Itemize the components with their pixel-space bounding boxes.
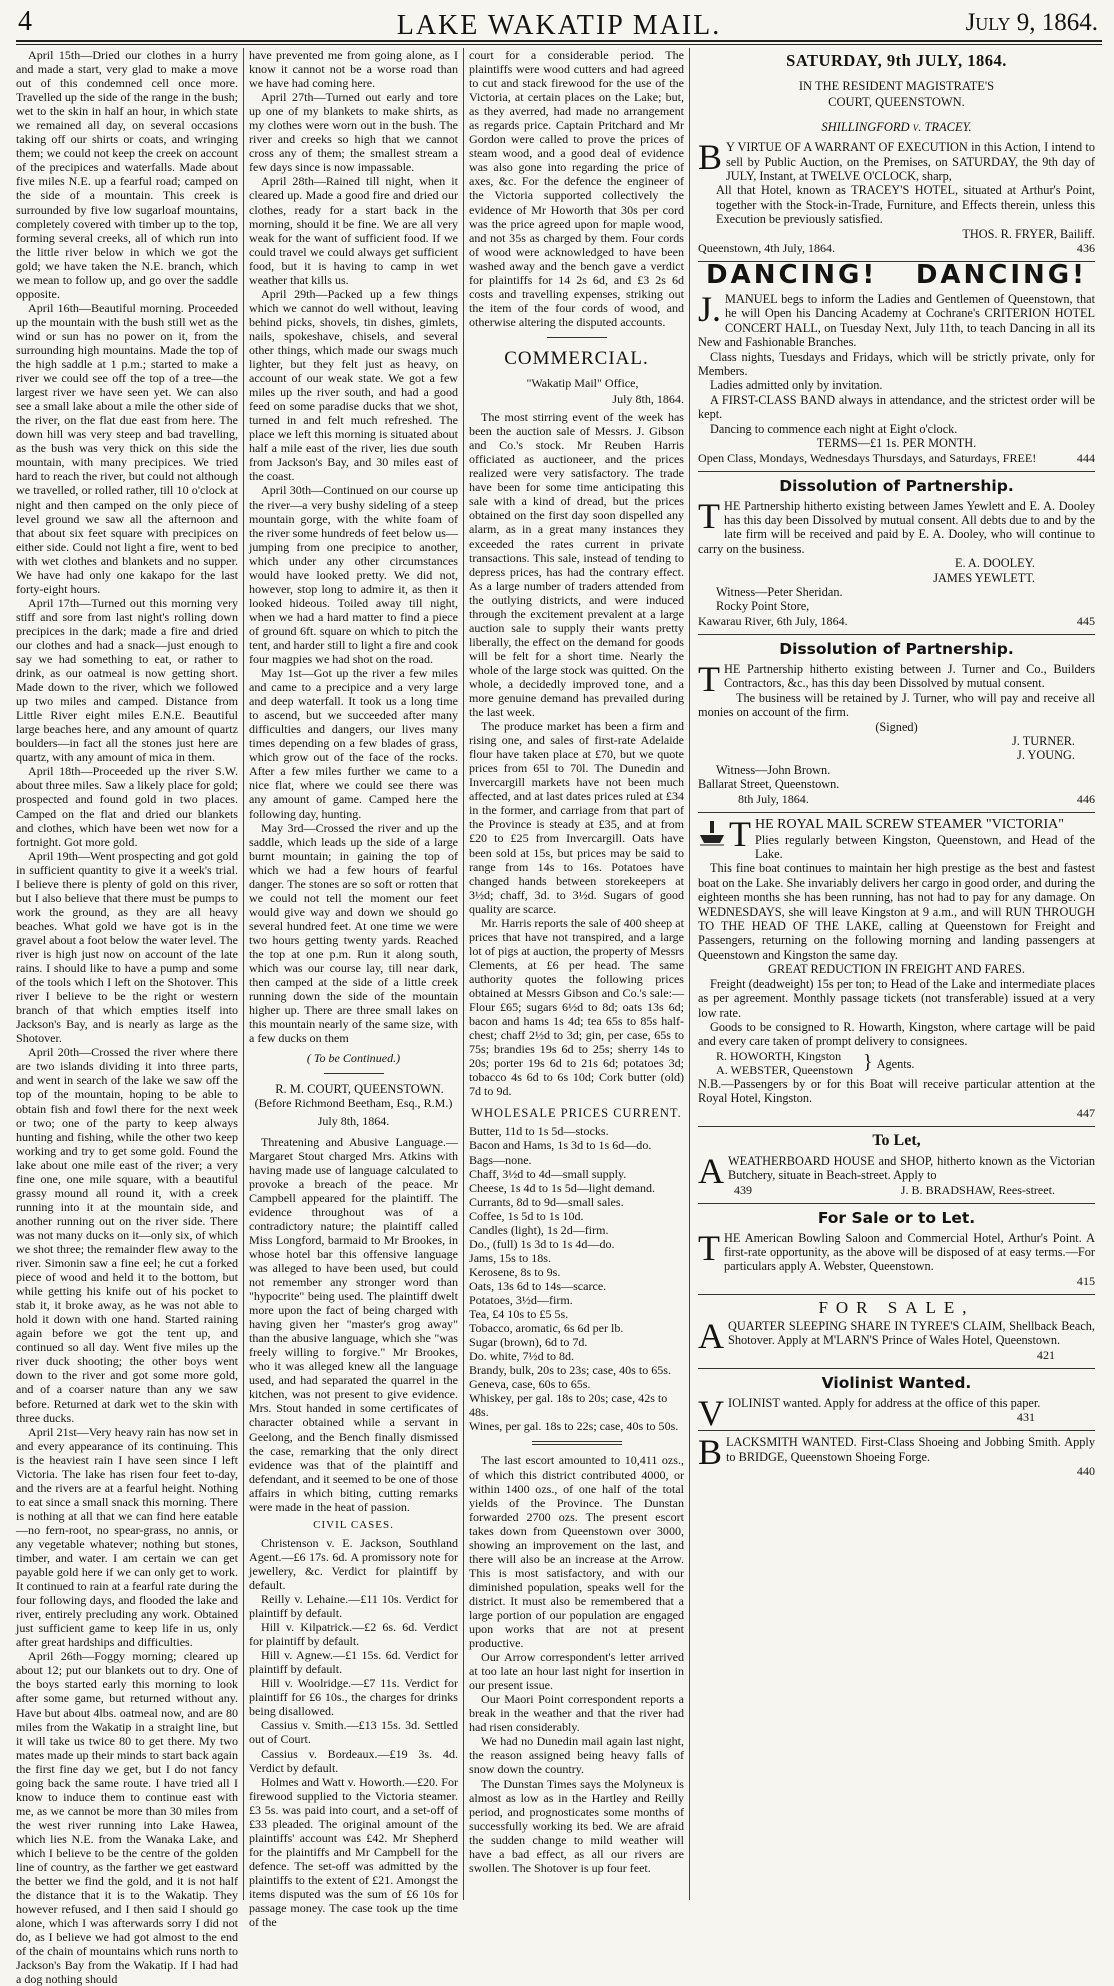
price-item: Do., (full) 1s 3d to 1s 4d—do. <box>469 1236 615 1251</box>
place-date: Queenstown, 4th July, 1864. <box>698 240 836 255</box>
diary-paragraph: have prevented me from going alone, as I know it cannot not be a worse road than we have had coming here. <box>249 48 458 91</box>
signatory: JAMES YEWLETT. <box>933 570 1035 585</box>
ad-number: 421 <box>1036 1347 1055 1362</box>
section-rule <box>324 1073 384 1074</box>
price-item: Brandy, bulk, 20s to 23s; case, 40s to 65s. <box>469 1363 671 1378</box>
advert-line: Class nights, Tuesdays and Fridays, which will be strictly private, only for Members. <box>698 349 1095 379</box>
ad-number: 440 <box>1076 1464 1095 1479</box>
court-report-continued: court for a considerable period. The plaintiffs were wood cutters and had agreed to cut and stack firewood for the use of the Victoria, at certain places on the Lake; but, as they averred, had made no arrangement as regards price. Captain Pritchard and Mr Gordon were called to prove the prices of steam wood, and a good deal of evidence was also gone into regarding the price of axes, &c. For the defence the engineer of the Victoria supported collectively the evidence of Mr Howorth that 30s per cord was the price agreed upon for maple wood, and not 35s as charged by them. Four cords of wood were acknowledged to have been washed away and the bench gave a verdict for plaintiffs for 14 2s 6d, and £3 2s 6d costs and travelling expenses, striking out the item of the four cords of wood, and otherwise altering the disputed accounts. <box>469 48 684 329</box>
price-item: Currants, 8d to 9d—small sales. <box>469 1194 624 1209</box>
price-item: Bags—none. <box>469 1152 532 1167</box>
advert-line: Plies regularly between Kingston, Queenstown, and Head of the Lake. <box>755 832 1095 862</box>
issue-date: July 9, 1864. <box>965 9 1098 36</box>
court-name-2: COURT, QUEENSTOWN. <box>828 95 965 110</box>
price-item: Kerosene, 8s to 9s. <box>469 1264 561 1279</box>
price-item: Wines, per gal. 18s to 22s; case, 40s to 50s. <box>469 1419 679 1434</box>
advert-line: Ladies admitted only by invitation. <box>710 378 883 393</box>
civil-case: Hill v. Agnew.—£1 15s. 6d. Verdict for plaintiff by default. <box>249 1648 458 1677</box>
date-heading: SATURDAY, 9th JULY, 1864. <box>786 51 1007 70</box>
diary-paragraph: April 15th—Dried our clothes in a hurry and made a start, very glad to make a move out of this condemned cell once more. Travelled up the side of the range in the bush; wet to the skin in half an hour, in which state we remained all day, on several occasions taking off our shirts or coats, and wringing them; we could not keep the creek on account of the precipices and waterfalls. Made about five miles N.E. up a fearful road; camped on the side of a mountain. This creek is surrounded by five low sugarloaf mountains, completely covered with timber up to the top, forming several creeks, all of which run into the little river below in which we got the gold; we have taken the N.E. branch, which we mean to follow up, and go over the saddle opposite. <box>16 48 238 301</box>
advert-body: This fine boat continues to maintain her high prestige as the best and fastest boat on the Lake. She invariably delivers her cargo in good order, and during the eighteen months she has been running, has not had to pay for any damage. On WEDNESDAYS, she will leave Kingston at 9 a.m., and will RUN THROUGH TO THE HEAD OF THE LAKE, calling at Queenstown for Freight and Passengers, returning on the following morning and landing passengers at Queenstown and Kingston the same day. <box>698 861 1095 962</box>
commercial-paragraph: The produce market has been a firm and rising one, and sales of first-rate Adelaide flour have taken place at £70, but we quote prices from 65l to 70l. The Dunedin and Invercargill markets have not been much affected, and at last dates prices ruled at £34 in the former, and carriage from that part of the Province is steady at £35, and at from £20 to £25 from Invercargill. Oats have been sold at 15s, but prices may be said to range from 14s to 16s. Potatoes have changed hands between storekeepers at 3½d; chaff, 3d. to 3½d. Sugars of good quality are scarce. <box>469 719 684 916</box>
court-name-1: IN THE RESIDENT MAGISTRATE'S <box>798 79 995 94</box>
civil-case: Cassius v. Bordeaux.—£19 3s. 4d. Verdict by default. <box>249 1746 458 1775</box>
drop-cap: A <box>698 1150 724 1191</box>
signatory: J. YOUNG. <box>1017 748 1075 763</box>
price-list <box>469 1124 684 1433</box>
price-item: Whiskey, per gal. 18s to 20s; case, 42s to 48s. <box>469 1391 668 1420</box>
dancing-advert <box>698 259 1095 472</box>
ad-number: 436 <box>1076 240 1095 255</box>
advert-heading: HE ROYAL MAIL SCREW STEAMER "VICTORIA" <box>755 816 1064 832</box>
advert-heading: Dissolution of Partnership. <box>779 639 1014 658</box>
advert-line: Goods to be consigned to R. Howarth, Kingston, where cartage will be paid and every care taken of prompt delivery to consignees. <box>698 1019 1095 1049</box>
advert-body: IOLINIST wanted. Apply for address at the office of this paper. <box>728 1395 1041 1410</box>
diary-paragraph: April 27th—Turned out early and tore up one of my blankets to make shirts, as my clothes were worn out in the bush. The river and creeks so high that we cannot cross any of them; the smallest stream a few days since is now impassable. <box>249 90 458 175</box>
advert-body: QUARTER SLEEPING SHARE IN TYREE'S CLAIM, Shellback Beach, Shotover. Apply at M'LARN'S Prince of Wales Hotel, Queenstown. <box>728 1318 1095 1348</box>
diary-paragraph: April 19th—Went prospecting and got gold in sufficient quantity to give it a week's trial. I believe there is plenty of gold on this river, but I also believe that there must be pumps to work the ground, as they are all heavy beaches. What gold we have got is in the gravel about a foot below the water level. The river is high just now on account of the late rains. I should like to have a pump and some of the tools which I left on the Shotover. This river I believe to be the right or western branch of that which empties itself into Jackson's Bay, and is nearly as large as the Shotover. <box>16 848 238 1046</box>
advert-line: The business will be retained by J. Turner, who will pay and receive all monies on account of the firm. <box>698 690 1095 720</box>
diary-paragraph: April 30th—Continued on our course up the river—a very bushy sideling of a steep mountain gorge, with the white foam of the river some hundreds of feet below us—jumping from one precipice to another, which under any other circumstances would have looked pretty. We did not, however, stop long to admire it, as then it looked hideous. Toiled away till night, when we had a hard matter to find a piece of ground 6ft. square on which to pitch the tent, and harder still to light a fire and cook four magpies we had shot on the road. <box>249 483 458 667</box>
civil-cases-heading: CIVIL CASES. <box>313 1518 394 1531</box>
advert-body: HE Partnership hitherto existing between James Yewlett and E. A. Dooley has this day been Dissolved by mutual consent. All debts due to and by the late firm will be received and paid by E. A. Dooley, who will continue to carry on the business. <box>698 498 1095 556</box>
price-item: Cheese, 1s 4d to 1s 5d—light demand. <box>469 1180 656 1195</box>
drop-cap: T <box>698 658 720 699</box>
advert-body: HE American Bowling Saloon and Commercial Hotel, Arthur's Point. A first-rate opportunity, as the above will be disposed of at easy terms.—For particulars apply A. Webster, Queenstown. <box>724 1230 1095 1274</box>
advert-heading: Violinist Wanted. <box>821 1373 972 1392</box>
price-item: Tea, £4 10s to £5 5s. <box>469 1307 569 1322</box>
drop-cap: B <box>698 1432 723 1473</box>
blacksmith-advert <box>698 1431 1095 1484</box>
advert-line: A FIRST-CLASS BAND always in attendance, and the strictest order will be kept. <box>698 392 1095 422</box>
ad-number: 431 <box>1016 1410 1035 1425</box>
office-date: July 8th, 1864. <box>612 392 684 407</box>
to-be-continued: ( To be Continued.) <box>306 1051 401 1066</box>
commercial-paragraph: Mr. Harris reports the sale of 400 sheep at prices that have not transpired, and a large lot of pigs at auction, the property of Messrs Clements, at £6 per head. The same authority quotes the following prices obtained at Messrs Gibson and Co.'s sale:—Flour £65; sugars 6½d to 8d; oats 13s 6d; bacon and hams 1s 4d; tea 65s to 85s half-chest; chaff 2½d to 3d; gin, per case, 65s to 75s; brandies 19s 6d to 25s; sherry 14s to 20s; porter 19s 6d to 21s 6d; potatoes 3d; tobacco 4s 6d to 6s 10d; Cork butter (old) 7d to 9d. <box>469 915 684 1099</box>
diary-paragraph: April 17th—Turned out this morning very stiff and sore from last night's rolling down precipices in the dark; made a fire and dried our clothes and had a snack—just enough to say we had something to eat, or rather to drink, as our oatmeal is now getting short. Made down to the river, which we followed up two miles and camped. Distance from Little River eight miles E.N.E. Beautiful large beaches here, and any amount of quartz boulders—in fact all the stones just here are quartz, with any amount of mica in them. <box>16 595 238 765</box>
diary-paragraph: April 16th—Beautiful morning. Proceeded up the mountain with the bush still wet as the wind or sun has no power on it, from the surrounding high mountains. Made the top of the high saddle at 1 p.m.; started to make a river we could see off the top of a tree—the largest river we have seen yet. We can also see a small lake about a mile the other side of the river, on the flat due east from here. The down hill was very steep and bad travelling, as the bush was very thick on this side the mountain, with many precipices. We tried hard to reach the river, but could not although we travelled, or rolled rather, till 10 o'clock at night and then camped on the only piece of level ground we saw all the afternoon and that about six feet square with precipices on either side. Could not light a fire, went to bed with wet clothes and blankets and no supper. We have had only one kakapo for the last forty-eight hours. <box>16 300 238 596</box>
witness: Witness—John Brown. <box>716 762 831 777</box>
price-item: Geneva, case, 60s to 65s. <box>469 1377 591 1392</box>
drop-cap: V <box>698 1392 724 1433</box>
advert-body: MANUEL begs to inform the Ladies and Gentlemen of Queenstown, that he will Open his Dancing Academy at Cochrane's CRITERION HOTEL CONCERT HALL, on Tuesday Next, July 11th, to teach Dancing in all its New and Fashionable Branches. <box>698 292 1095 350</box>
civil-case: Hill v. Woolridge.—£7 11s. Verdict for plaintiff for £6 10s., the charges for drinks being disallowed. <box>249 1676 458 1719</box>
agent: A. WEBSTER, Queenstown <box>716 1062 853 1077</box>
news-paragraph: The last escort amounted to 10,411 ozs., of which this district contributed 4000, or within 1400 ozs., of one half of the total yields of the Province. The Dunstan forwarded 2700 ozs. The present escort takes down from Queenstown over 3000, showing an improvement on the last, and there will also be an increase at the Arrow. This is most satisfactory, and with our diminished population, speaks well for the district. It must also be remembered that a large portion of our population are engaged upon works that are not at present productive. <box>469 1453 684 1651</box>
price-item: Do. white, 7½d to 8d. <box>469 1349 575 1364</box>
advert-heading: Dissolution of Partnership. <box>779 476 1014 495</box>
column-1 <box>16 48 243 1986</box>
signatory: E. A. DOOLEY. <box>954 556 1035 571</box>
price-item: Bacon and Hams, 1s 3d to 1s 6d—do. <box>469 1138 652 1153</box>
civil-case: Cassius v. Smith.—£13 15s. 3d. Settled out of Court. <box>249 1718 458 1747</box>
civil-case: Hill v. Kilpatrick.—£2 6s. 6d. Verdict for plaintiff by default. <box>249 1620 458 1649</box>
drop-cap: A <box>698 1315 724 1356</box>
signatory: J. TURNER. <box>1012 733 1075 748</box>
ad-number: 446 <box>1076 791 1095 806</box>
advert-body: HE Partnership hitherto existing between J. Turner and Co., Builders Contractors, &c., has this day been Dissolved by mutual consent. <box>724 661 1095 691</box>
advert-body: LACKSMITH WANTED. First-Class Shoeing and Jobbing Smith. Apply to BRIDGE, Queenstown Shoeing Forge. <box>726 1435 1095 1464</box>
dissolution-notice-1 <box>698 472 1095 635</box>
section-rule <box>532 1441 622 1445</box>
advert-line: N.B.—Passengers by or for this Boat will receive particular attention at the Royal Hotel, Kingston. <box>698 1076 1095 1106</box>
masthead <box>16 6 1102 42</box>
diary-paragraph: April 28th—Rained till night, when it cleared up. Made a good fire and dried our clothes, ready for a start back in the morning, should it be fine. We are all very weak for the want of sufficient food. If we could travel we could always get sufficient food, but it is having to camp in wet weather that kills us. <box>249 174 458 287</box>
masthead-rule <box>16 44 1102 45</box>
price-item: Potatoes, 3½d—firm. <box>469 1292 573 1307</box>
news-paragraph: Our Maori Point correspondent reports a break in the weather and that the river had had risen considerably. <box>469 1692 684 1735</box>
column-2 <box>243 48 463 1930</box>
terms: TERMS—£1 1s. PER MONTH. <box>816 436 977 451</box>
advert-heading: FOR SALE, <box>818 1297 975 1317</box>
dissolution-notice-2 <box>698 635 1095 813</box>
steamer-advert: THE ROYAL MAIL SCREW STEAMER "VICTORIA" Plies regularly between Kingston, Queenstown, and Head of the Lake. This fine boat continues to maintain her high prestige as the best and fastest boat on the Lake. She invariably delivers her cargo in good order, and during the eighteen months she has been running, has not had to pay for any damage. On WEDNESDAYS, she will leave Kingston at 9 a.m., and will RUN THROUGH TO THE HEAD OF THE LAKE, calling at Queenstown for Freight and Passengers, returning on the following morning and landing passengers at Queenstown and Kingston the same day. GREAT REDUCTION IN FREIGHT AND FARES. Freight (deadweight) 15s per ton; to Head of the Lake and intermediate places as per agreement. Monthly passage tickets (not transferable) issued at a very low rate. Goods to be consigned to R. Howarth, Kingston, where cartage will be paid and every care taken of prompt delivery to consignees. R. HOWORTH, Kingston A. WEBSTER, Queenstown } Agents. N.B.—Passengers by or for this Boat will receive particular attention at the Royal Hotel, Kingston. 447 <box>698 813 1095 1127</box>
bailiff-signature: THOS. R. FRYER, Bailiff. <box>962 226 1095 241</box>
price-item: Candles (light), 1s 2d—firm. <box>469 1222 609 1237</box>
price-item: Sugar (brown), 6d to 7d. <box>469 1335 588 1350</box>
dancing-heading: DANCING! <box>706 259 878 290</box>
column-3 <box>463 48 689 1900</box>
advert-line: Dancing to commence each night at Eight o'clock. <box>710 421 958 436</box>
case-title: SHILLINGFORD v. TRACEY. <box>821 120 972 135</box>
notice-detail: All that Hotel, known as TRACEY'S HOTEL, situated at Arthur's Point, together with the Stock-in-Trade, Furniture, and Effects therein, unless this Execution be previously satisfied. <box>716 183 1095 227</box>
price-item: Chaff, 3½d to 4d—small supply. <box>469 1166 627 1181</box>
signed-label: (Signed) <box>875 719 918 734</box>
ad-number: 447 <box>1076 1105 1095 1120</box>
agent: R. HOWORTH, Kingston <box>716 1048 842 1063</box>
wholesale-prices-heading: WHOLESALE PRICES CURRENT. <box>471 1106 682 1121</box>
diary-paragraph: April 29th—Packed up a few things which we cannot do well without, leaving behind picks, shovels, tin dishes, gimlets, nails, spokeshave, chisels, and several other things, which made our swags much lighter, but they felt just as heavy, on account of our weak state. We got a few miles up the river south, and had a good feed on some paradise ducks that we shot, turned in and felt much refreshed. The place we left this morning is situated about half a mile east of the river, lies due south from Jackson's Bay, and 30 miles east of the coast. <box>249 286 458 484</box>
violinist-advert <box>698 1369 1095 1432</box>
advert-heading: For Sale or to Let. <box>817 1208 976 1227</box>
advert-body: WEATHERBOARD HOUSE and SHOP, hitherto known as the Victorian Butchery, situate in Beach-street. Apply to <box>728 1153 1095 1183</box>
date: Kawarau River, 6th July, 1864. <box>698 613 848 628</box>
office-line: "Wakatip Mail" Office, <box>526 375 639 390</box>
drop-cap: T <box>729 813 751 854</box>
columns <box>16 48 1102 1986</box>
column-advertisements <box>689 48 1098 1900</box>
news-paragraph: We had no Dunedin mail again last night, the reason assigned being heavy falls of snow down the country. <box>469 1734 684 1777</box>
commercial-paragraph: The most stirring event of the week has been the auction sale of Messrs. J. Gibson and Co.'s stock. Mr Reuben Harris officiated as auctioneer, and the prices realized were very satisfactory. The trade have been for some time anticipating this sale with a kind of dread, but the prices obtained on the first day soon dispelled any alarm, as in a great many instances they exceeded the rates current in private transactions. This sale, instead of tending to depress prices, has had the contrary effect. As a large number of traders attended from the outlying districts, and were induced through the excitement prevalent at a large auction sale to supply their wants pretty liberally, the effect on the demand for goods will be felt for a short time. Nearly the whole of the large stock was quitted. On the whole, a decidedly improved tone, and a more genuine demand has prevailed during the last week. <box>469 410 684 720</box>
diary-paragraph: April 21st—Very heavy rain has now set in and every appearance of its continuing. This is the heaviest rain I have seen since I left Victoria. The lake has risen four feet to-day, and the rivers are at a fearful height. Nothing to eat since a small snack this morning. There is nothing at all that we can find here eatable—no fern-root, no spear-grass, no annis, or any vegetable whatever; nothing but stones, timber, and water. I am certain we can get payable gold here if we can only get to work. It continued to rain at a fearful rate during the four following days, and flooded the lake and river, entirely precluding any work. Obtained just sufficient game to keep life in us, only after great hardships and difficulties. <box>16 1424 238 1650</box>
ad-number: 444 <box>1076 450 1095 465</box>
drop-cap: B <box>698 137 723 178</box>
news-paragraph: Our Arrow correspondent's letter arrived at too late an hour last night for insertion in our present issue. <box>469 1650 684 1693</box>
witness: Witness—Peter Sheridan. <box>716 585 843 600</box>
date: 8th July, 1864. <box>738 791 809 806</box>
court-date: July 8th, 1864. <box>317 1114 390 1129</box>
section-rule <box>547 337 607 338</box>
news-paragraph: The Dunstan Times says the Molyneux is almost as low as in the Hartley and Reilly period, and prognosticates some months of successfully working its bed. We are afraid the sudden change to mild weather will have a bad effect, as all our rivers are swollen. The Shotover is up four feet. <box>469 1776 684 1875</box>
price-item: Coffee, 1s 5d to 1s 10d. <box>469 1208 584 1223</box>
advert-heading: To Let, <box>872 1131 921 1149</box>
price-item: Oats, 13s 6d to 14s—scarce. <box>469 1278 607 1293</box>
ad-number: 415 <box>1076 1273 1095 1288</box>
advertiser: J. B. BRADSHAW, Rees-street. <box>900 1182 1055 1197</box>
place: Rocky Point Store, <box>716 599 810 614</box>
diary-paragraph: April 18th—Proceeded up the river S.W. about three miles. Saw a likely place for gold; prospected and found gold in two places. Camped on the flat and dried our blankets and clothes, which have been wet now for a fortnight. Got more gold. <box>16 764 238 849</box>
place: Ballarat Street, Queenstown. <box>698 777 840 792</box>
price-item: Jams, 15s to 18s. <box>469 1250 551 1265</box>
diary-paragraph: May 3rd—Crossed the river and up the saddle, which leads up the side of a large burnt mountain; in gaining the top of which we had a few hours of fearful danger. The stones are so soft or rotten that we could not tell the moment our feet would give way and down we should go several hundred feet. At one time we were two hours getting twenty yards. Reached the top at one p.m. Run it along south, which was our course lay, till near dark, then camped at the side of a little creek running down the side of the mountain higher up. There are three small lakes on this mountain nearly of the same size, with a few ducks on them <box>249 820 458 1046</box>
to-let-advert <box>698 1127 1095 1204</box>
civil-case: Reilly v. Lehaine.—£11 10s. Verdict for plaintiff by default. <box>249 1592 458 1621</box>
drop-cap: T <box>698 495 720 536</box>
drop-cap: J. <box>698 289 722 330</box>
court-report: Threatening and Abusive Language.—Margaret Stout charged Mrs. Atkins with having made use of language calculated to provoke a breach of the peace. Mr Campbell appeared for the plaintiff. The evidence throughout was of a contradictory nature; the plaintiff called Miss Longford, barmaid to Mr Brookes, in whose hotel bar this offensive language was alleged to have been used, but could not remember any stronger word than "hypocrite" being used. The plaintiff dwelt more upon the fact of being charged with having given her "master's grog away" than the abusive language, which she "was freely willing to forgive." Mr Brookes, who it was alleged knew all the language used, and had separated the quarrel in the kitchen, was not present to give evidence. Mrs. Stout handed in some certificates of character obtained while a servant in Geelong, and the Bench finally dismissed the case, remarking that the only direct evidence was that of the plaintiff and defendant, and it seemed to be one of those affairs in which biting, cutting remarks were made in the heat of passion. <box>249 1134 458 1514</box>
price-item: Butter, 11d to 1s 5d—stocks. <box>469 1124 609 1139</box>
advert-line: Open Class, Mondays, Wednesdays Thursdays, and Saturdays, FREE! <box>698 450 1037 465</box>
for-sale-or-let-advert <box>698 1204 1095 1295</box>
court-heading: R. M. COURT, QUEENSTOWN. <box>275 1082 444 1097</box>
dancing-heading: DANCING! <box>915 259 1087 290</box>
diary-paragraph: April 26th—Foggy morning; cleared up about 12; put our blankets out to dry. One of the boys started early this morning to look after some game, but returned without any. Have but about 4lbs. oatmeal now, and are 80 miles from the Wakatip in a straight line, but it will take us twice 80 to get there. My two mates made up their minds to start back again the first fine day we get, but I do not fancy going back the same route. I have tried all I know to induce them to continue east with me, as we cannot be more than 30 miles from the west river running into Lake Hawea, which lies N.E. from the Wanaka Lake, and which I believe to be the centre of the golden line of country, as the farther we get eastward the better we find the gold, and it is not half the distance that it is to the Wakatip. They however refused, and I then said I should go alone, which I was afterwards sorry I did not do, as I believe we had got almost to the end of the chain of mountains which runs north to Jackson's Bay from the Wakatip. If I had had a dog nothing should <box>16 1649 238 1986</box>
diary-paragraph: May 1st—Got up the river a few miles and came to a precipice and a very large and deep waterfall. It took us a long time to ascend, but we succeeded after many difficulties and dangers, our lives many times depending on a few blades of grass, which grow out of the face of the rocks. After a few miles further we came to a nice flat, where we could see there was any amount of game. Camped here the following day, hunting. <box>249 666 458 821</box>
court-subheading: (Before Richmond Beetham, Esq., R.M.) <box>254 1096 453 1111</box>
for-sale-advert <box>698 1295 1095 1369</box>
diary-paragraph: April 20th—Crossed the river where there are two islands dividing it into three parts, and went in search of the lake we saw off the top of the mountain, hoping to be able to obtain fish and fowl there for the next week or two; one of the party to keep always hunting and fishing, while the other two keep working and try to get some gold. Found the lake about one mile east of the river; a very fine one, one mile square, with a beautiful grassy mound all round it, with a creek running into it at the mountain side, and another running out on the river side. There was not many ducks on it—only six, of which we shot three; the remainder flew away to the river. Simonin saw a fine eel; he cut a forked piece of wood and held it to the bottom, but while getting his knife out of his pocket to stab it, it broke away, as he was not able to hold it down with one hand. Started raining again before we got the tent up, and continued so all day. Went five miles up the river duck shooting; the other boys went down to the river and got some more gold, and of a coarser nature than any we saw before. Returned at dark wet to the skin with three ducks. <box>16 1045 238 1425</box>
ad-number: 445 <box>1076 613 1095 628</box>
court-sale-notice <box>698 48 1095 262</box>
advert-line: Freight (deadweight) 15s per ton; to Head of the Lake and intermediate places as per agreement. Monthly passage tickets (not transferable) issued at a very low rate. <box>698 976 1095 1020</box>
notice-body: Y VIRTUE OF A WARRANT OF EXECUTION in this Action, I intend to sell by Public Auction, on the Premises, on SATURDAY, the 9th day of JULY, Instant, at TWELVE O'CLOCK, sharp, <box>726 140 1095 183</box>
steamer-icon <box>698 817 726 847</box>
price-item: Tobacco, aromatic, 6s 6d per lb. <box>469 1321 624 1336</box>
newspaper-title: LAKE WAKATIP MAIL. <box>396 10 722 41</box>
reduction-heading: GREAT REDUCTION IN FREIGHT AND FARES. <box>768 962 1025 977</box>
ad-number: 439 <box>734 1182 753 1197</box>
civil-case: Christenson v. E. Jackson, Southland Agent.—£6 17s. 6d. A promissory note for jewellery, &c. Verdict for plaintiff by default. <box>249 1535 458 1592</box>
page-number: 4 <box>18 6 32 37</box>
commercial-heading: COMMERCIAL. <box>504 347 649 369</box>
drop-cap: T <box>698 1227 720 1268</box>
agents-label: Agents. <box>876 1056 915 1071</box>
civil-case: Holmes and Watt v. Howorth.—£20. For firewood supplied to the Victoria steamer. £3 5s. was paid into court, and a set-off of £33 pleaded. The original amount of the plaintiffs' account was £42. Mr Shepherd for the plaintiffs and Mr Campbell for the defence. The set-off was admitted by the plaintiffs to the extent of £21. Amongst the items disputed was the sum of £6 10s for passage money. The case took up the time of the <box>249 1774 458 1930</box>
